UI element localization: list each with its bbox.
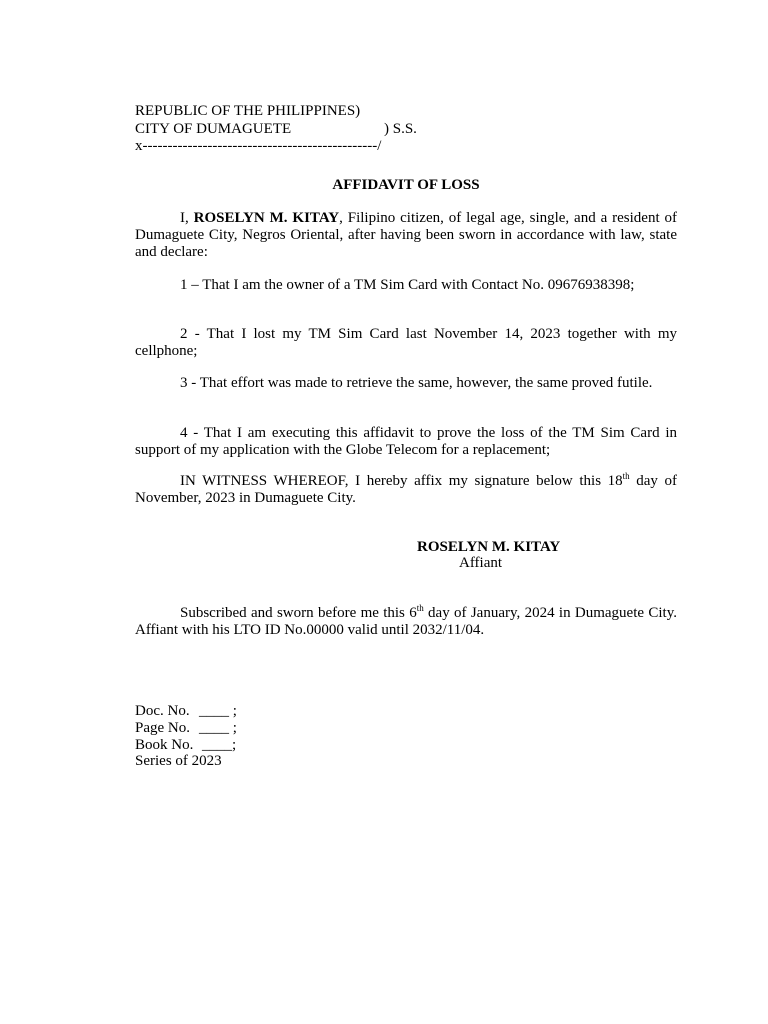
- caption-divider: x-----------------------------------------------/: [135, 138, 382, 154]
- notary-page-line: [135, 720, 237, 737]
- jurat-sup: th: [416, 603, 424, 613]
- page-no-blank: ____ ;: [199, 720, 237, 736]
- notary-book-line: [135, 737, 236, 754]
- intro-rest: , Filipino citizen, of legal age, single, and a resident of Dumaguete City, Negros Oriental, after having been sworn in accordance with law, state and declare:: [135, 210, 677, 260]
- witness-part1: IN WITNESS WHEREOF, I hereby affix my signature below this 18: [180, 473, 623, 489]
- witness-part2: day of November, 2023 in Dumaguete City.: [135, 473, 678, 506]
- notary-series: Series of 2023: [135, 753, 222, 769]
- doc-no-blank: ____ ;: [199, 703, 237, 719]
- caption-republic: REPUBLIC OF THE PHILIPPINES): [135, 103, 361, 119]
- book-no-label: Book No.: [135, 737, 194, 753]
- affiant-name: ROSELYN M. KITAY: [193, 210, 340, 226]
- signature-role: Affiant: [459, 555, 503, 571]
- doc-no-label: Doc. No.: [135, 703, 190, 719]
- item-1: 1 – That I am the owner of a TM Sim Card with Contact No. 09676938398;: [180, 277, 635, 293]
- item-3: 3 - That effort was made to retrieve the same, however, the same proved futile.: [180, 375, 653, 391]
- caption-ss: ) S.S.: [384, 121, 417, 137]
- witness-sup: th: [622, 471, 630, 481]
- intro-paragraph: [135, 210, 677, 261]
- jurat-paragraph: [135, 605, 677, 639]
- intro-prefix: I,: [180, 210, 194, 226]
- caption-city: CITY OF DUMAGUETE: [135, 121, 292, 137]
- witness-paragraph: [135, 473, 677, 507]
- jurat-part2: day of January, 2024 in Dumaguete City. Affiant with his LTO ID No.00000 valid until 2032/11/04.: [135, 605, 677, 638]
- notary-doc-line: [135, 703, 237, 720]
- jurat-part1: Subscribed and sworn before me this 6: [180, 605, 417, 621]
- item-2: 2 - That I lost my TM Sim Card last November 14, 2023 together with my cellphone;: [135, 326, 677, 359]
- book-no-blank: ____;: [202, 737, 237, 753]
- page-no-label: Page No.: [135, 720, 190, 736]
- signature-name: ROSELYN M. KITAY: [417, 539, 561, 555]
- item-4: 4 - That I am executing this affidavit to prove the loss of the TM Sim Card in support of my application with the Globe Telecom for a replacement;: [135, 425, 677, 458]
- document-title: AFFIDAVIT OF LOSS: [332, 177, 480, 193]
